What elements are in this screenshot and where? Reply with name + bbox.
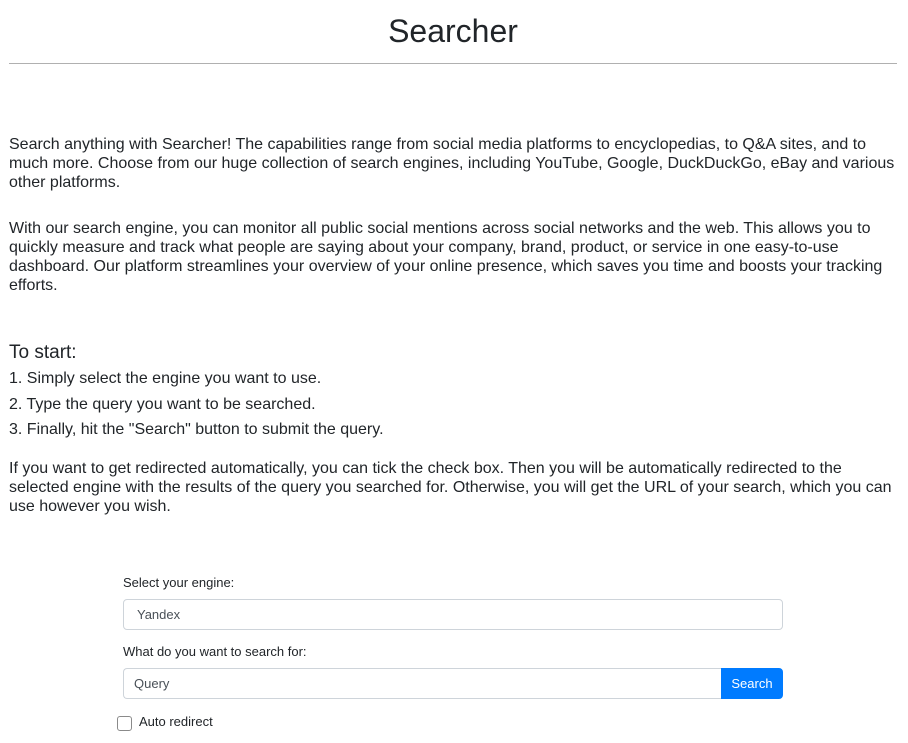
query-input[interactable] (123, 668, 722, 699)
engine-select-value: Yandex (137, 607, 181, 622)
instruction-step: 2. Type the query you want to be searched. (9, 395, 316, 413)
engine-select[interactable] (123, 599, 783, 630)
page-title: Searcher (388, 13, 518, 49)
auto-redirect-label[interactable]: Auto redirect (139, 714, 213, 729)
search-button[interactable]: Search (721, 668, 783, 699)
query-label: What do you want to search for: (123, 644, 307, 659)
query-input-group (123, 668, 783, 699)
title-divider (9, 63, 897, 64)
engine-label: Select your engine: (123, 575, 235, 590)
intro-paragraph-2: With our search engine, you can monitor all public social mentions across social networks and the web. This allows you to quickly measure and track what people are saying about your company, brand, product, or service in one easy-to-use dashboard. Our platform streamlines your overview of your online presence, which saves you time and boosts your tracking efforts. (9, 220, 883, 294)
instructions-heading: To start: (9, 342, 77, 363)
redirect-note: If you want to get redirected automatically, you can tick the check box. Then you will be automatically redirected to the selected engine with the results of the query you searched for. Otherwise, you will get the URL of your search, which you can use however you wish. (9, 460, 892, 515)
query-placeholder: Query (134, 676, 170, 691)
instructions-steps (9, 369, 384, 446)
instruction-step: 1. Simply select the engine you want to use. (9, 370, 322, 387)
auto-redirect-checkbox[interactable] (117, 716, 132, 731)
intro-paragraph-1: Search anything with Searcher! The capabilities range from social media platforms to encyclopedias, to Q&A sites, and to much more. Choose from our huge collection of search engines, including YouTube, Google, DuckDuckGo, eBay and various other platforms. (9, 136, 895, 191)
page (9, 0, 897, 515)
instruction-step: 3. Finally, hit the "Search" button to submit the query. (9, 421, 384, 438)
